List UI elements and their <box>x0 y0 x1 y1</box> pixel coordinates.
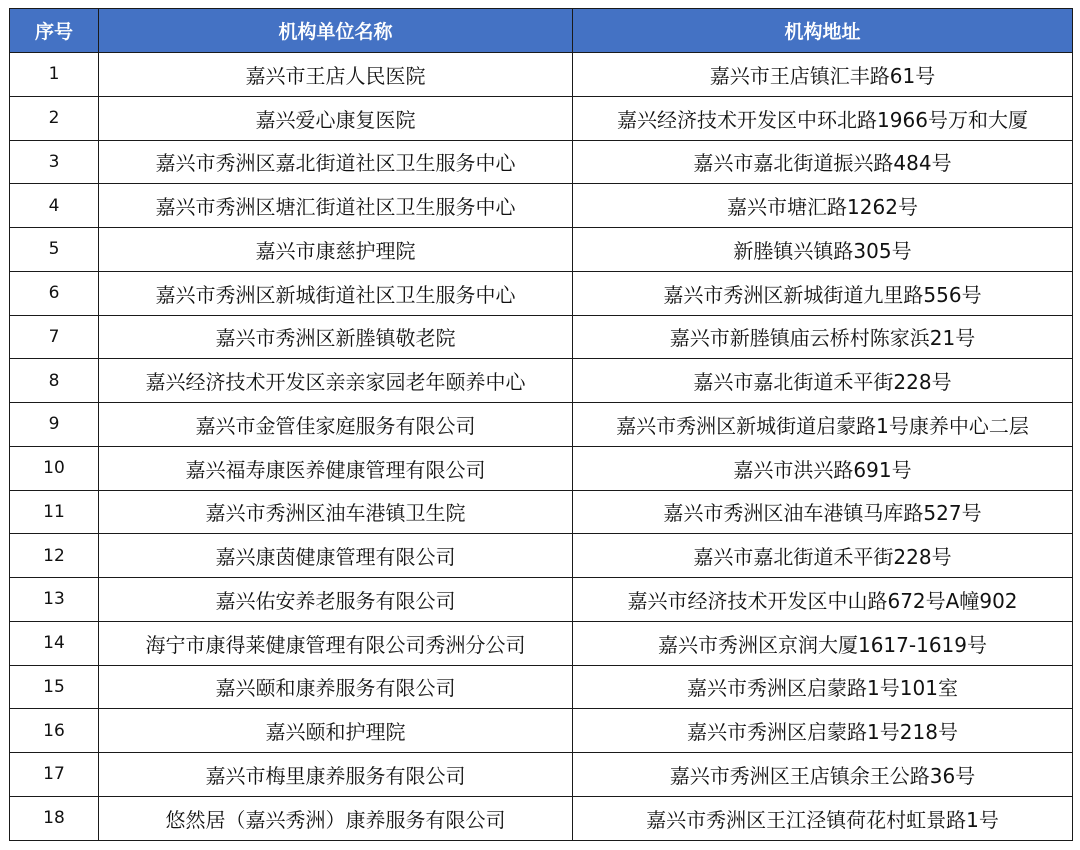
row-institution-address: 嘉兴市秀洲区新城街道启蒙路1号康养中心二层 <box>573 403 1073 447</box>
row-institution-name: 嘉兴市王店人民医院 <box>99 53 573 97</box>
row-institution-name: 嘉兴经济技术开发区亲亲家园老年颐养中心 <box>99 359 573 403</box>
row-serial-number: 4 <box>10 184 99 228</box>
row-institution-address: 嘉兴市嘉北街道振兴路484号 <box>573 140 1073 184</box>
header-institution-name: 机构单位名称 <box>99 9 573 53</box>
row-institution-address: 嘉兴市经济技术开发区中山路672号A幢902 <box>573 578 1073 622</box>
header-row <box>10 9 1073 53</box>
row-institution-name: 嘉兴市秀洲区油车港镇卫生院 <box>99 490 573 534</box>
row-institution-name: 嘉兴康茵健康管理有限公司 <box>99 534 573 578</box>
table-row <box>10 96 1073 140</box>
row-institution-address: 嘉兴市王店镇汇丰路61号 <box>573 53 1073 97</box>
table-row <box>10 490 1073 534</box>
row-serial-number: 16 <box>10 709 99 753</box>
table-row <box>10 446 1073 490</box>
row-institution-address: 嘉兴市秀洲区油车港镇马库路527号 <box>573 490 1073 534</box>
table-row <box>10 403 1073 447</box>
row-institution-name: 嘉兴佑安养老服务有限公司 <box>99 578 573 622</box>
header-serial-number: 序号 <box>10 9 99 53</box>
table-header <box>10 9 1073 53</box>
row-serial-number: 12 <box>10 534 99 578</box>
row-serial-number: 18 <box>10 796 99 840</box>
row-institution-address: 嘉兴市新塍镇庙云桥村陈家浜21号 <box>573 315 1073 359</box>
row-institution-name: 嘉兴市金管佳家庭服务有限公司 <box>99 403 573 447</box>
row-serial-number: 13 <box>10 578 99 622</box>
table-row <box>10 359 1073 403</box>
row-institution-name: 嘉兴市秀洲区新城街道社区卫生服务中心 <box>99 271 573 315</box>
row-institution-name: 嘉兴市秀洲区嘉北街道社区卫生服务中心 <box>99 140 573 184</box>
row-serial-number: 14 <box>10 621 99 665</box>
row-institution-address: 嘉兴市秀洲区王江泾镇荷花村虹景路1号 <box>573 796 1073 840</box>
header-institution-address: 机构地址 <box>573 9 1073 53</box>
row-institution-name: 嘉兴市秀洲区新塍镇敬老院 <box>99 315 573 359</box>
row-serial-number: 10 <box>10 446 99 490</box>
row-institution-address: 嘉兴市塘汇路1262号 <box>573 184 1073 228</box>
institution-table <box>9 8 1073 841</box>
row-institution-name: 嘉兴颐和护理院 <box>99 709 573 753</box>
row-serial-number: 7 <box>10 315 99 359</box>
table-row <box>10 228 1073 272</box>
row-institution-name: 嘉兴市梅里康养服务有限公司 <box>99 753 573 797</box>
row-institution-address: 嘉兴市嘉北街道禾平街228号 <box>573 359 1073 403</box>
table-row <box>10 578 1073 622</box>
row-institution-address: 嘉兴市嘉北街道禾平街228号 <box>573 534 1073 578</box>
table-row <box>10 709 1073 753</box>
row-institution-address: 嘉兴市洪兴路691号 <box>573 446 1073 490</box>
table-row <box>10 665 1073 709</box>
row-institution-name: 嘉兴福寿康医养健康管理有限公司 <box>99 446 573 490</box>
row-institution-name: 嘉兴市康慈护理院 <box>99 228 573 272</box>
institution-table-container <box>9 8 1072 841</box>
row-institution-name: 海宁市康得莱健康管理有限公司秀洲分公司 <box>99 621 573 665</box>
row-serial-number: 11 <box>10 490 99 534</box>
table-body <box>10 53 1073 841</box>
row-serial-number: 17 <box>10 753 99 797</box>
row-institution-name: 嘉兴市秀洲区塘汇街道社区卫生服务中心 <box>99 184 573 228</box>
row-institution-address: 嘉兴市秀洲区启蒙路1号218号 <box>573 709 1073 753</box>
row-institution-address: 嘉兴市秀洲区新城街道九里路556号 <box>573 271 1073 315</box>
row-institution-address: 嘉兴市秀洲区王店镇余王公路36号 <box>573 753 1073 797</box>
table-row <box>10 271 1073 315</box>
row-institution-address: 新塍镇兴镇路305号 <box>573 228 1073 272</box>
table-row <box>10 796 1073 840</box>
row-serial-number: 9 <box>10 403 99 447</box>
row-serial-number: 6 <box>10 271 99 315</box>
row-institution-name: 嘉兴颐和康养服务有限公司 <box>99 665 573 709</box>
row-serial-number: 5 <box>10 228 99 272</box>
row-serial-number: 8 <box>10 359 99 403</box>
table-row <box>10 53 1073 97</box>
row-serial-number: 1 <box>10 53 99 97</box>
row-serial-number: 2 <box>10 96 99 140</box>
row-institution-name: 嘉兴爱心康复医院 <box>99 96 573 140</box>
table-row <box>10 140 1073 184</box>
table-row <box>10 184 1073 228</box>
table-row <box>10 315 1073 359</box>
row-institution-address: 嘉兴市秀洲区启蒙路1号101室 <box>573 665 1073 709</box>
table-row <box>10 534 1073 578</box>
row-serial-number: 3 <box>10 140 99 184</box>
table-row <box>10 753 1073 797</box>
row-serial-number: 15 <box>10 665 99 709</box>
row-institution-name: 悠然居（嘉兴秀洲）康养服务有限公司 <box>99 796 573 840</box>
row-institution-address: 嘉兴经济技术开发区中环北路1966号万和大厦 <box>573 96 1073 140</box>
table-row <box>10 621 1073 665</box>
row-institution-address: 嘉兴市秀洲区京润大厦1617-1619号 <box>573 621 1073 665</box>
